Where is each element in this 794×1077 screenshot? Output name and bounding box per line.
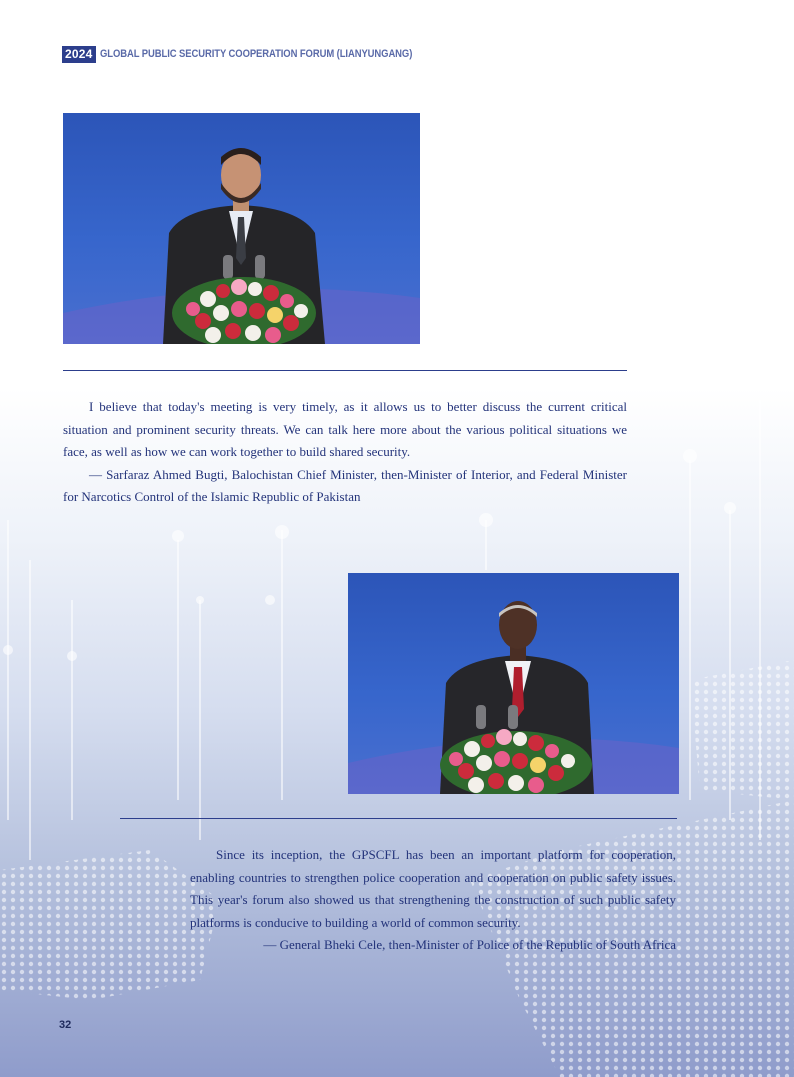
quote-text: I believe that today's meeting is very timely, as it allows us to better discuss the current critical situation and prominent security threats. We can talk here more about the various political situations we face, as well as how we can work together to build shared security.	[63, 399, 627, 459]
quote-text: Since its inception, the GPSCFL has been an important platform for cooperation, enabling countries to strengthen police cooperation and cooperation on public safety issues. This year's forum also showed us that strengthening the construction of such public safety platforms is conducive to building a world of common security.	[190, 847, 676, 930]
divider-rule-2	[120, 818, 677, 819]
quote-bugti	[63, 396, 627, 509]
page-number: 32	[59, 1019, 72, 1031]
quote-cele	[190, 844, 676, 957]
quote-attribution: — Sarfaraz Ahmed Bugti, Balochistan Chief Minister, then-Minister of Interior, and Federal Minister for Narcotics Control of the Islamic Republic of Pakistan	[63, 466, 627, 504]
divider-rule-1	[63, 370, 627, 371]
running-header	[62, 45, 463, 63]
speaker-photo-bugti	[63, 113, 420, 344]
quote-attribution: — General Bheki Cele, then-Minister of Police of the Republic of South Africa	[263, 937, 676, 952]
header-title: GLOBAL PUBLIC SECURITY COOPERATION FORUM (LIANYUNGANG)	[99, 48, 412, 60]
speaker-photo-cele	[348, 573, 679, 794]
year-badge: 2024	[62, 46, 96, 63]
